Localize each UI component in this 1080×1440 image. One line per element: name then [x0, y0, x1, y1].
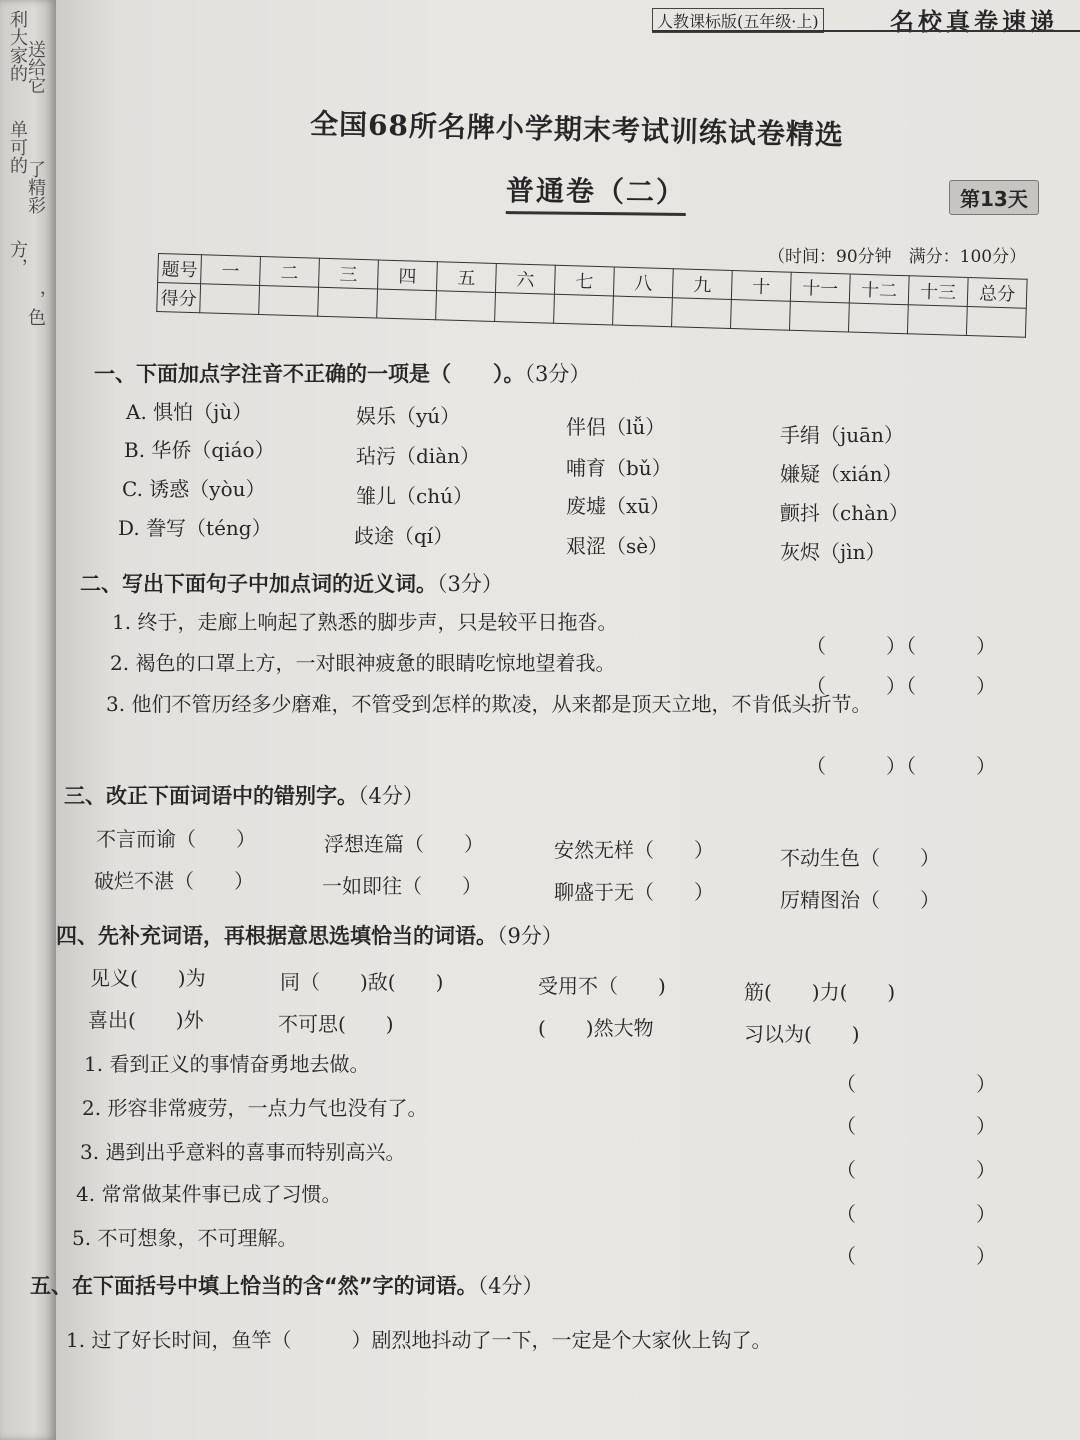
score-input-cell[interactable] [554, 294, 614, 325]
day-badge: 第13天 [949, 180, 1039, 215]
section-5-points: （4分） [477, 1274, 544, 1298]
s3-word: 安然无样（ ） [554, 838, 714, 862]
section-2-heading [80, 568, 503, 598]
s4-blank-3[interactable]: （ ） [836, 1158, 996, 1182]
header-series: 名校真卷速递 [890, 7, 1058, 36]
s4-item-2: 2. 形容非常疲劳，一点力气也没有了。 [82, 1096, 428, 1120]
option-b-2: 玷污（diàn） [356, 444, 481, 468]
score-cell: 六 [495, 264, 555, 295]
s4-blank-2[interactable]: （ ） [836, 1114, 996, 1138]
section-3-points: （4分） [358, 784, 424, 808]
s3-word: 破烂不湛（ ） [94, 869, 254, 893]
s4-item-4: 4. 常常做某件事已成了习惯。 [76, 1182, 342, 1206]
score-input-cell[interactable] [848, 303, 908, 334]
score-cell: 十 [731, 271, 791, 302]
option-d-3: 艰涩（sè） [566, 534, 669, 558]
s2-item-3: 3. 他们不管历经多少磨难，不管受到怎样的欺凌，从来都是顶天立地，不肯低头折节。 [106, 692, 872, 716]
s5-item-1: 1. 过了好长时间，鱼竿（ ）剧烈地抖动了一下，一定是个大家伙上钩了。 [66, 1328, 772, 1352]
page-title: 全国68所名牌小学期末考试训练试卷精选 [309, 107, 845, 152]
score-input-cell[interactable] [200, 284, 260, 315]
s3-word: 一如即往（ ） [322, 874, 482, 898]
section-3-heading [64, 780, 424, 810]
header-edition: 人教课标版(五年级·上) [652, 8, 824, 33]
score-input-cell[interactable] [672, 298, 732, 329]
page-subtitle: 普通卷（二） [506, 169, 686, 216]
s4-word: 见义( )为 [90, 966, 206, 990]
s4-blank-4[interactable]: （ ） [836, 1202, 996, 1226]
s2-blank-2[interactable]: （ ）（ ） [806, 674, 996, 698]
s2-blank-1[interactable]: （ ）（ ） [806, 634, 996, 658]
score-cell: 八 [613, 267, 673, 298]
section-3-title: 三、改正下面词语中的错别字。 [64, 784, 358, 808]
s4-word: 同（ )敌( ) [280, 970, 444, 994]
s3-word: 不言而谕（ ） [96, 827, 256, 851]
score-input-cell[interactable] [789, 301, 849, 332]
section-2-points: （3分） [437, 572, 503, 596]
score-input-cell[interactable] [377, 289, 437, 320]
s3-word: 不动生色（ ） [780, 846, 940, 870]
s3-word: 厉精图治（ ） [780, 888, 940, 912]
s4-blank-1[interactable]: （ ） [836, 1072, 996, 1096]
section-5-heading [30, 1270, 543, 1300]
section-4-heading [56, 920, 563, 950]
left-page-text: 了精彩 [25, 160, 46, 214]
header-rule [652, 30, 1080, 32]
s4-blank-5[interactable]: （ ） [836, 1244, 996, 1268]
left-page-text: 方， [7, 240, 28, 276]
score-input-cell[interactable] [495, 293, 555, 324]
section-1-title: 一、下面加点字注音不正确的一项是（ ）。 [94, 362, 525, 386]
s4-item-1: 1. 看到正义的事情奋勇地去做。 [84, 1052, 370, 1076]
option-c-4: 颤抖（chàn） [780, 501, 909, 525]
score-cell: 五 [437, 262, 497, 293]
score-cell: 题号 [158, 254, 202, 284]
option-b-1: B. 华侨（qiáo） [124, 438, 275, 462]
score-cell: 二 [260, 257, 320, 288]
score-input-cell[interactable] [613, 296, 673, 327]
option-a-2: 娱乐（yú） [356, 404, 461, 428]
score-cell: 三 [319, 258, 379, 289]
left-page-text: 单可的 [7, 120, 28, 174]
option-b-4: 嫌疑（xián） [780, 462, 903, 486]
option-a-1: A. 惧怕（jù） [126, 400, 253, 424]
option-c-3: 废墟（xū） [566, 494, 671, 518]
section-1-heading [94, 358, 590, 388]
exam-info: （时间：90分钟 满分：100分） [768, 247, 1027, 267]
option-d-4: 灰烬（jìn） [780, 540, 886, 564]
score-input-cell[interactable] [259, 286, 319, 317]
score-cell: 十二 [849, 274, 909, 305]
option-c-2: 雏儿（chú） [356, 484, 473, 508]
s2-blank-3[interactable]: （ ）（ ） [806, 754, 996, 778]
s4-word: 不可思( ) [278, 1012, 394, 1036]
section-1-points: （3分） [524, 362, 591, 386]
s3-word: 聊盛于无（ ） [554, 880, 714, 904]
left-page-text: ，色 [25, 290, 46, 326]
left-page-text: 送给它 [25, 40, 46, 94]
s2-item-1: 1. 终于，走廊上响起了熟悉的脚步声，只是较平日拖沓。 [112, 610, 618, 634]
score-row-label: 得分 [157, 283, 201, 313]
s2-item-2: 2. 褐色的口罩上方，一对眼神疲惫的眼睛吃惊地望着我。 [110, 651, 616, 675]
left-page-edge [0, 0, 56, 1440]
s4-word: ( )然大物 [538, 1016, 654, 1040]
s4-item-3: 3. 遇到出乎意料的喜事而特别高兴。 [80, 1140, 406, 1164]
section-2-title: 二、写出下面句子中加点词的近义词。 [80, 572, 437, 596]
s4-word: 筋( )力( ) [744, 980, 896, 1004]
s4-item-5: 5. 不可想象，不可理解。 [72, 1226, 298, 1250]
score-cell: 十三 [908, 276, 968, 307]
score-cell: 十一 [790, 272, 850, 303]
score-input-cell[interactable] [966, 307, 1026, 338]
option-c-1: C. 诱惑（yòu） [122, 477, 266, 501]
s4-word: 习以为( ) [744, 1022, 860, 1046]
score-cell: 九 [672, 269, 732, 300]
section-4-title: 四、先补充词语，再根据意思选填恰当的词语。 [56, 924, 497, 948]
score-cell: 四 [378, 260, 438, 291]
option-a-4: 手绢（juān） [780, 423, 904, 447]
score-input-cell[interactable] [907, 305, 967, 336]
score-input-cell[interactable] [436, 291, 496, 322]
option-d-1: D. 誊写（téng） [118, 516, 272, 540]
section-5-title: 五、在下面括号中填上恰当的含“然”字的词语。 [30, 1274, 478, 1298]
score-input-cell[interactable] [731, 300, 791, 331]
score-cell: 一 [201, 255, 261, 286]
s4-word: 喜出( )外 [88, 1008, 204, 1032]
left-page-text: 利大家的 [7, 10, 28, 82]
section-4-points: （9分） [497, 924, 563, 948]
score-cell: 七 [554, 265, 614, 296]
option-b-3: 哺育（bǔ） [566, 456, 672, 480]
option-d-2: 歧途（qí） [354, 524, 454, 548]
s4-word: 受用不（ ) [538, 974, 666, 998]
option-a-3: 伴侣（lǚ） [566, 415, 666, 439]
score-input-cell[interactable] [318, 287, 378, 318]
s3-word: 浮想连篇（ ） [324, 832, 484, 856]
score-cell: 总分 [967, 278, 1027, 309]
